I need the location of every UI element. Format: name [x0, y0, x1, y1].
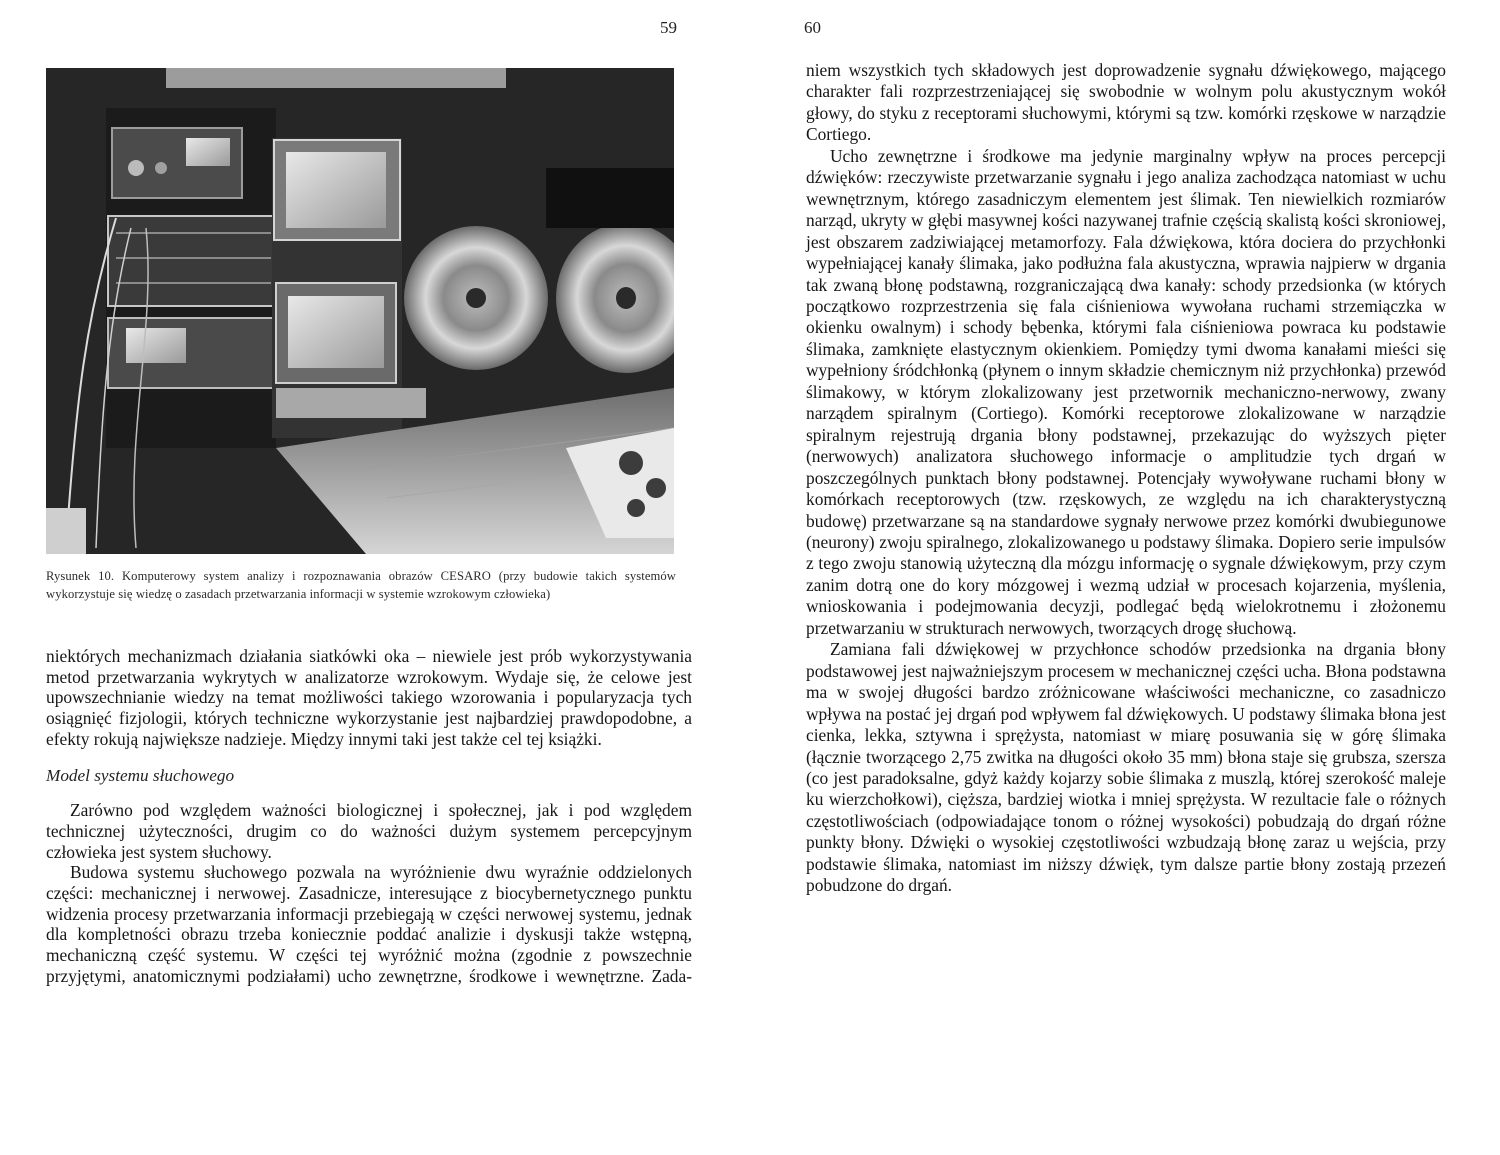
section-heading: Model systemu słuchowego	[46, 765, 235, 785]
paragraph: Zarówno pod względem ważności biologicznej i społecznej, jak i pod względem technicznej użyteczności, drugim co do ważności dużym systemem percepcyjnym człowieka jest system słuchowy.	[46, 800, 692, 862]
page-number: 59	[660, 18, 677, 37]
cesaro-system-photo	[46, 68, 674, 554]
paragraph-continued: niem wszystkich tych składowych jest doprowadzenie sygnału dźwiękowego, mającego charakter fali rozprzestrzeniającej się swobodnie w wolnym polu akustycznym wokół głowy, do styku z receptorami słuchowymi, którymi są tzw. komórki rzęskowe w narządzie Cortiego.	[806, 60, 1446, 145]
right-page	[750, 0, 1500, 1155]
paragraph: Budowa systemu słuchowego pozwala na wyróżnienie dwu wyraźnie oddzielonych części: mechanicznej i nerwowej. Zasadnicze, interesujące z biocybernetycznego punktu widzenia procesy przetwarzania informacji przebiegają w części nerwowej systemu, jednak dla kompletności obrazu trzeba koniecznie poddać analizie i dyskusji także wstępną, mechaniczną część systemu. W części tej wyróżnić można (zgodnie z powszechnie przyjętymi, anatomicznymi podziałami) ucho zewnętrzne, środkowe i wewnętrzne. Zada-	[46, 862, 692, 986]
page-number: 60	[804, 18, 821, 37]
left-page-body	[46, 646, 692, 987]
paragraph: Zamiana fali dźwiękowej w przychłonce schodów przedsionka na drgania błony podstawowej jest najważniejszym procesem w mechanicznej części ucha. Błona podstawna ma w swojej długości bardzo zróżnicowane właściwości mechaniczne, co zasadniczo wpływa na postać jej drgań pod wpływem fal dźwiękowych. U podstawy ślimaka błona jest cienka, lekka, sztywna i sprężysta, natomiast w miarę posuwania się w górę ślimaka (łącznie tworzącego 2,75 zwitka na długości około 35 mm) błona staje się grubsza, szersza (co jest paradoksalne, gdyż każdy kojarzy sobie ślimaka z muszlą, której szerokość maleje ku wierzchołkowi), cięższa, bardziej wiotka i mniej sprężysta. W rezultacie fale o różnych częstotliwościach (odpowiadające tonom o różnej wysokości) pobudzają do drgań różne punkty błony. Dźwięki o wysokiej częstotliwości wzbudzają błonę zaraz u wejścia, przy podstawie ślimaka, natomiast im niższy dźwięk, tym dalsze partie błony zostają przezeń pobudzone do drgań.	[806, 639, 1446, 896]
paragraph: Ucho zewnętrzne i środkowe ma jedynie marginalny wpływ na proces percepcji dźwięków: rzeczywiste przetwarzanie sygnału i jego analiza zachodząca natomiast w uchu wewnętrznym, którego zasadniczym elementem jest ślimak. Ten niewielkich rozmiarów narząd, ukryty w głębi masywnej kości nazywanej trafnie częścią skalistą kości skroniowej, jest obszarem zadziwiającej metamorfozy. Fala dźwiękowa, która dociera do przychłonki wypełniającej kanały ślimaka, jako podłużna fala akustyczna, wprawia najpierw w drgania tak zwaną błonę podstawną, rozgraniczającą dwa kanały: schody przedsionka (w których początkowo rozprzestrzenia się fala ciśnieniowa wywołana ruchami strzemiączka w okienku owalnym) i schody bębenka, którymi fala ciśnieniowa powraca ku podstawie ślimaka, zamknięte elastycznym okienkiem. Pomiędzy tymi dwoma kanałami mieści się wypełniony śródchłonką (płynem o innym składzie chemicznym niż przychłonka) przewód ślimakowy, w którym zlokalizowany jest przetwornik mechaniczno-nerwowy, zwany narządem spiralnym (Cortiego). Komórki receptorowe zlokalizowane w narządzie spiralnym rejestrują drgania błony podstawnej, przekazując do wyższych pięter (nerwowych) analizatora słuchowego informacje o amplitudzie tych drgań w poszczególnych punktach błony podstawnej. Potencjały wywoływane ruchami błony w komórkach receptorowych (tzw. rzęskowych, ze względu na ich charakterystyczną budowę) przetwarzane są na standardowe sygnały nerwowe przez komórki dwubiegunowe (neurony) zwoju spiralnego, zlokalizowanego u podstawy ślimaka. Dopiero serie impulsów z tego zwoju stanowią użyteczną dla mózgu informację o sygnale dźwiękowym, przy czym zanim dotrą one do kory mózgowej i wezmą udział w procesach kojarzenia, myślenia, wnioskowania i podejmowania decyzji, podlegać będą wielokrotnemu i złożonemu przetwarzaniu w strukturach nerwowych, tworzących drogę słuchową.	[806, 145, 1446, 638]
figure-caption: Rysunek 10. Komputerowy system analizy i rozpoznawania obrazów CESARO (przy budowie takich systemów wykorzystuje się wiedzę o zasadach przetwarzania informacji w systemie wzrokowym człowieka)	[46, 569, 676, 601]
paragraph-continued: niektórych mechanizmach działania siatkówki oka – niewiele jest prób wykorzystywania metod przetwarzania wykrytych w analizatorze wzrokowym. Wydaje się, że celowe jest upowszechnianie wiedzy na temat możliwości takiego wzorowania i popularyzacja tych osiągnięć fizjologii, których techniczne wykorzystanie jest najbardziej prawdopodobne, a efekty rokują największe nadzieje. Między innymi taki jest także cel tej książki.	[46, 646, 692, 749]
figure-photo	[46, 68, 674, 554]
right-page-body	[806, 60, 1446, 897]
